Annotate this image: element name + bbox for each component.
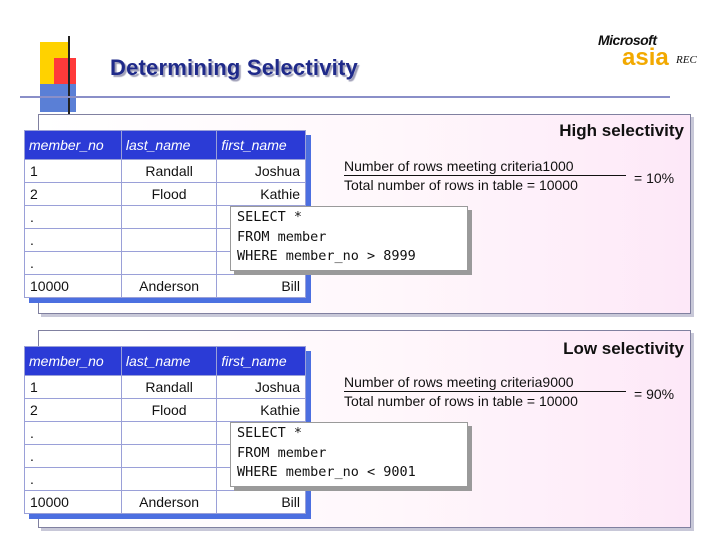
cell-member-no: 10000 — [25, 275, 122, 298]
corner-decoration-line — [68, 36, 70, 116]
formula-denominator: Total number of rows in table = 10000 — [344, 177, 578, 193]
formula-numerator — [344, 158, 574, 174]
cell-last-name — [121, 445, 216, 468]
sql-line: SELECT * — [237, 425, 303, 441]
formula-numerator-value: 1000 — [542, 158, 574, 174]
cell-member-no: . — [25, 229, 122, 252]
cell-last-name — [121, 252, 216, 275]
formula-result-value: 90% — [646, 386, 675, 402]
cell-last-name: Flood — [121, 399, 216, 422]
cell-first-name: Kathie — [217, 183, 306, 206]
microsoft-asia-logo — [596, 28, 706, 78]
cell-first-name: Kathie — [217, 399, 306, 422]
table-header-row — [25, 131, 306, 160]
cell-member-no: 1 — [25, 376, 122, 399]
formula-result: = 10% — [634, 170, 675, 186]
sql-line: WHERE member_no > 8999 — [237, 248, 416, 264]
cell-first-name: Joshua — [217, 376, 306, 399]
logo-microsoft-text: Microsoft — [598, 32, 657, 48]
cell-last-name: Anderson — [121, 491, 216, 514]
cell-member-no: . — [25, 206, 122, 229]
formula-denominator: Total number of rows in table = 10000 — [344, 393, 578, 409]
low-sql-query — [230, 422, 468, 487]
corner-decoration-blue — [40, 84, 76, 112]
formula-result-value: 10% — [646, 170, 675, 186]
sql-line: WHERE member_no < 9001 — [237, 464, 416, 480]
cell-member-no: . — [25, 445, 122, 468]
column-header-member-no: member_no — [25, 131, 122, 160]
low-selectivity-label: Low selectivity — [563, 339, 684, 358]
cell-member-no: . — [25, 468, 122, 491]
cell-member-no: 1 — [25, 160, 122, 183]
cell-first-name: Bill — [217, 491, 306, 514]
sql-line: SELECT * — [237, 209, 303, 225]
sql-line: FROM member — [237, 228, 327, 245]
low-selectivity-formula — [344, 374, 704, 414]
formula-numerator — [344, 374, 574, 390]
logo-rec-text: REC — [676, 54, 697, 66]
fraction-line — [344, 391, 626, 392]
table-row — [25, 275, 306, 298]
table-row — [25, 491, 306, 514]
cell-first-name: Joshua — [217, 160, 306, 183]
title-underline — [20, 96, 670, 98]
logo-asia-text: asia — [622, 44, 669, 71]
column-header-last-name: last_name — [121, 347, 216, 376]
table-header-row — [25, 347, 306, 376]
cell-member-no: . — [25, 422, 122, 445]
sql-line: FROM member — [237, 444, 327, 461]
formula-denominator-text: Total number of rows in table — [344, 393, 523, 409]
column-header-member-no: member_no — [25, 347, 122, 376]
slide-title: Determining Selectivity — [110, 55, 358, 80]
formula-denominator-value: 10000 — [538, 177, 578, 193]
cell-member-no: . — [25, 252, 122, 275]
table-row — [25, 399, 306, 422]
high-selectivity-formula — [344, 158, 704, 198]
column-header-last-name: last_name — [121, 131, 216, 160]
cell-member-no: 2 — [25, 399, 122, 422]
high-sql-query — [230, 206, 468, 271]
high-selectivity-label: High selectivity — [559, 121, 684, 140]
cell-member-no: 10000 — [25, 491, 122, 514]
column-header-first-name: first_name — [217, 347, 306, 376]
column-header-first-name: first_name — [217, 131, 306, 160]
table-row — [25, 160, 306, 183]
formula-result: = 90% — [634, 386, 675, 402]
formula-numerator-value: 9000 — [542, 374, 574, 390]
formula-numerator-text: Number of rows meeting criteria — [344, 158, 543, 174]
formula-denominator-value: 10000 — [538, 393, 578, 409]
cell-last-name: Randall — [121, 160, 216, 183]
formula-numerator-text: Number of rows meeting criteria — [344, 374, 543, 390]
cell-last-name: Randall — [121, 376, 216, 399]
cell-last-name: Flood — [121, 183, 216, 206]
cell-last-name — [121, 206, 216, 229]
cell-last-name — [121, 422, 216, 445]
cell-last-name — [121, 229, 216, 252]
fraction-line — [344, 175, 626, 176]
cell-last-name: Anderson — [121, 275, 216, 298]
cell-first-name: Bill — [217, 275, 306, 298]
table-row — [25, 183, 306, 206]
formula-denominator-text: Total number of rows in table — [344, 177, 523, 193]
cell-member-no: 2 — [25, 183, 122, 206]
table-row — [25, 376, 306, 399]
cell-last-name — [121, 468, 216, 491]
